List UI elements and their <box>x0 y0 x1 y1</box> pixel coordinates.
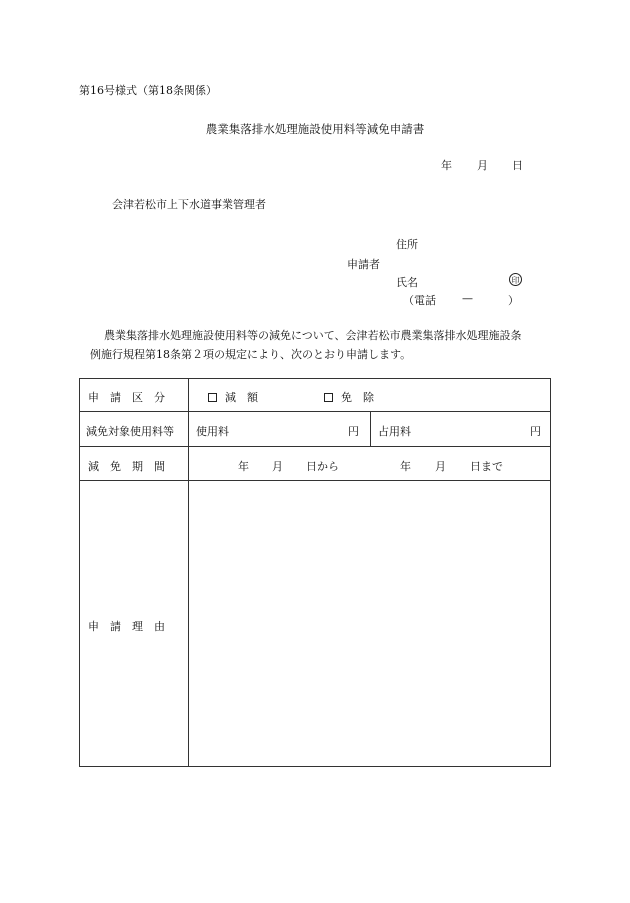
option-exemption-label: 免 除 <box>341 391 374 404</box>
seal-mark <box>509 273 522 286</box>
checkbox-reduction-icon[interactable] <box>208 393 217 402</box>
reason-field[interactable] <box>190 482 550 766</box>
seal-icon: 印 <box>509 273 522 286</box>
addressee: 会津若松市上下水道事業管理者 <box>112 198 266 211</box>
form-number: 第16号様式（第18条関係） <box>79 84 217 97</box>
date-year-label: 年 <box>441 159 452 172</box>
period-from-day: 日から <box>306 460 339 473</box>
period-from-month: 月 <box>272 460 283 473</box>
period-from-year: 年 <box>238 460 249 473</box>
row-divider <box>80 480 550 481</box>
period-to-month: 月 <box>435 460 446 473</box>
label-exemption-period: 減 免 期 間 <box>88 460 165 473</box>
phone-open: （電話 <box>403 294 436 307</box>
label-target-fees: 減免対象使用料等 <box>86 425 174 438</box>
label-column-divider <box>188 379 189 766</box>
row-divider <box>80 411 550 412</box>
body-text <box>90 326 560 364</box>
label-application-type: 申 請 区 分 <box>88 391 165 404</box>
date-day-label: 日 <box>512 159 523 172</box>
applicant-label: 申請者 <box>347 258 380 271</box>
checkbox-exemption-icon[interactable] <box>324 393 333 402</box>
fee-column-divider <box>370 411 371 446</box>
body-line-1: 農業集落排水処理施設使用料等の減免について、会津若松市農業集落排水処理施設条 <box>104 329 522 342</box>
usage-fee-yen: 円 <box>348 425 359 438</box>
option-reduction[interactable] <box>208 389 258 405</box>
form-title: 農業集落排水処理施設使用料等減免申請書 <box>205 122 425 136</box>
occupancy-fee-yen: 円 <box>530 425 541 438</box>
period-to-day: 日まで <box>470 460 503 473</box>
label-application-reason: 申 請 理 由 <box>88 620 165 633</box>
phone-close: ） <box>508 294 519 307</box>
period-to-year: 年 <box>400 460 411 473</box>
row-divider <box>80 446 550 447</box>
body-line-2: 例施行規程第18条第２項の規定により、次のとおり申請します。 <box>90 348 412 361</box>
option-reduction-label: 減 額 <box>225 391 258 404</box>
phone-dash: — <box>462 292 473 305</box>
occupancy-fee-label: 占用料 <box>378 425 411 438</box>
application-table <box>79 378 551 767</box>
usage-fee-label: 使用料 <box>196 425 229 438</box>
address-label: 住所 <box>396 238 418 251</box>
date-month-label: 月 <box>477 159 488 172</box>
option-exemption[interactable] <box>324 389 374 405</box>
name-label: 氏名 <box>396 276 418 289</box>
